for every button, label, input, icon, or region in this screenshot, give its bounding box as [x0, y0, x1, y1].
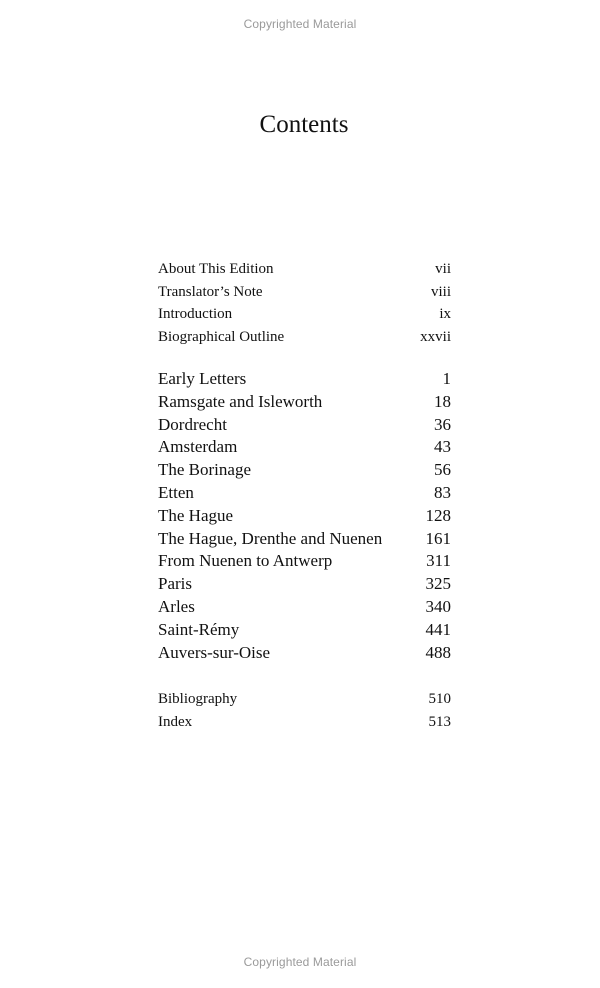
toc-entry-label: Early Letters — [158, 369, 247, 388]
toc-entry — [158, 573, 451, 596]
toc-entry-label: Amsterdam — [158, 437, 238, 457]
toc-entry-label: Saint-Rémy — [158, 619, 240, 639]
toc-entry — [158, 414, 451, 437]
toc-entry — [158, 596, 451, 619]
toc-entry-page: 36 — [434, 414, 451, 434]
toc-entry — [158, 619, 451, 642]
toc-entry — [158, 391, 451, 414]
toc-entry — [158, 688, 451, 711]
toc-entry-page: viii — [430, 283, 451, 300]
toc-entry — [158, 711, 451, 734]
toc-front-matter — [158, 258, 451, 348]
toc-entry-label: From Nuenen to Antwerp — [158, 551, 333, 571]
toc-entry-page: 311 — [426, 551, 451, 571]
toc-entry-page: vii — [435, 261, 451, 277]
toc-entry-page: 340 — [425, 596, 451, 616]
toc-entry-page: 56 — [434, 460, 451, 480]
toc-entry-label: Ramsgate and Isleworth — [158, 391, 323, 411]
copyright-watermark-bottom: Copyrighted Material — [243, 955, 357, 969]
toc-entry — [158, 459, 451, 482]
toc-entry-page: 128 — [425, 505, 451, 525]
toc-entry-page: 83 — [434, 482, 451, 502]
toc-entry-label: Auvers-sur-Oise — [158, 642, 271, 662]
toc-chapters — [158, 368, 451, 664]
toc-entry-page: xxvii — [420, 328, 451, 345]
toc-entry — [158, 303, 451, 326]
toc-entry — [158, 368, 451, 391]
toc-entry-label: The Hague, Drenthe and Nuenen — [158, 528, 383, 548]
toc-entry-label: Dordrecht — [158, 414, 227, 434]
toc-entry-label: About This Edition — [158, 261, 274, 277]
toc-entry — [158, 550, 451, 573]
toc-entry-page: 510 — [428, 691, 451, 707]
toc-entry — [158, 281, 451, 304]
toc-entry-page: 1 — [442, 369, 451, 388]
toc-entry-label: Paris — [158, 574, 192, 594]
toc-entry-label: Translator’s Note — [158, 283, 263, 300]
toc-entry-label: The Borinage — [158, 460, 251, 480]
page-title: Contents — [259, 111, 349, 138]
toc-entry — [158, 326, 451, 349]
toc-back-matter — [158, 688, 451, 733]
toc-entry-label: Introduction — [158, 306, 233, 323]
toc-entry-label: Index — [158, 713, 193, 730]
toc-entry — [158, 528, 451, 551]
toc-entry-page: 441 — [425, 619, 451, 639]
toc-entry — [158, 258, 451, 281]
toc-entry-label: The Hague — [158, 505, 234, 525]
toc-entry-page: ix — [439, 306, 451, 323]
toc-entry — [158, 436, 451, 459]
toc-entry — [158, 505, 451, 528]
toc-entry — [158, 642, 451, 665]
toc-entry-page: 325 — [425, 574, 451, 594]
toc-entry-page: 161 — [425, 528, 451, 548]
toc-entry-label: Arles — [158, 596, 195, 616]
toc-entry-page: 43 — [434, 437, 451, 457]
toc-entry-label: Etten — [158, 482, 194, 502]
toc-entry-label: Biographical Outline — [158, 328, 285, 345]
copyright-watermark-top: Copyrighted Material — [243, 17, 357, 31]
toc-entry-label: Bibliography — [158, 691, 238, 707]
toc-entry-page: 488 — [425, 642, 451, 662]
toc-entry-page: 513 — [428, 713, 451, 730]
toc-entry-page: 18 — [434, 391, 451, 411]
toc-entry — [158, 482, 451, 505]
